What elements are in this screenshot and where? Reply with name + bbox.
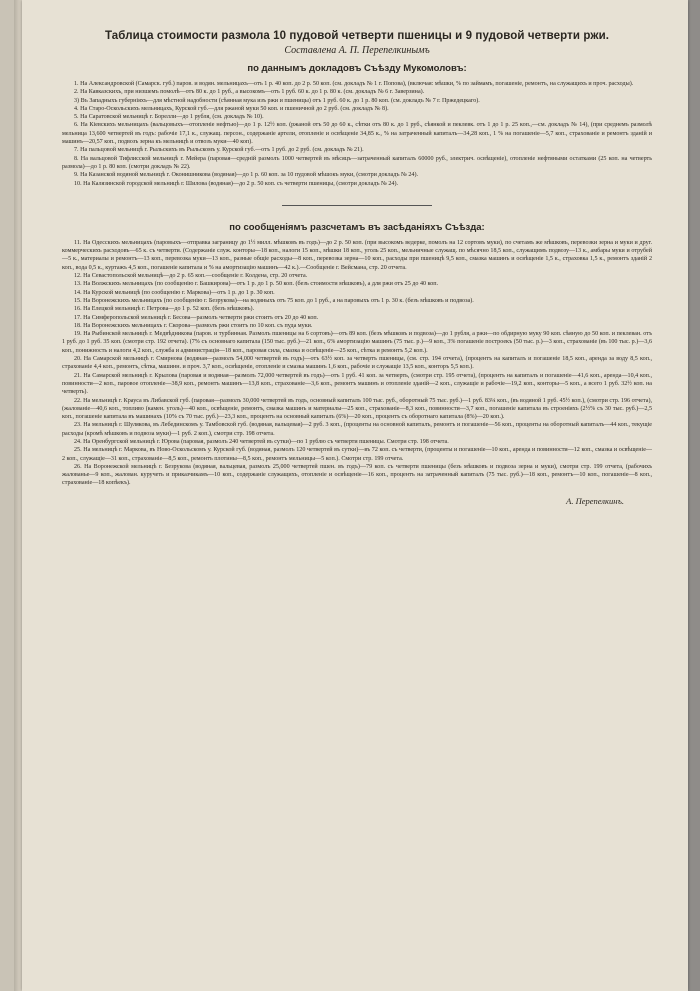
list-item: 9. На Казанской водяной мельницѣ г. Оконишникова (водяная)—до 1 р. 60 коп. за 10 пудовой мѣшокъ муки, (смотри докладъ № 24). — [74, 172, 419, 179]
list-item: 15. На Воронежскихъ мельницахъ (по сообщенію г. Безрукова)—на водяныхъ отъ 75 коп. до 1 руб., а на паровыхъ отъ 1 р. 30 к. (безъ мѣшковъ и подвоза). — [74, 297, 474, 304]
list-item: 6. На Кіевскихъ мельницахъ (вальцовыхъ—отопленіе нефтью)—до 1 р. 12½ коп. (ржаной отъ 50 до 60 к., сѣтки отъ 80 к. до 1 руб., сѣянкой и пеклевк. отъ 1 до 1 р. 25 коп.,—см. докладъ № 14), (при среднемъ размолѣ мельница 13,600 четвертей въ годъ: рабочіе 17,1 к., служащ. персон., содержаніе артели, отопленіе и освѣщеніе 34,85 к., % на затраченный капиталъ—34,28 коп., 1 % на погашеніе—5,7 коп., страхованіе и ремонтъ зданій и машинъ—20,57 коп., подвозъ зерна къ мельницѣ и отвозъ муки—40 коп). — [62, 122, 652, 146]
list-item: 7. На пальцовой мельницѣ г. Рыльскихъ въ Рыльскомъ у. Курской губ.—отъ 1 руб. до 2 руб. (см. докладъ № 21). — [74, 147, 364, 154]
list-item: 26. На Воронежской мельницѣ г. Безрукова (водяная, вальцевая, размолъ 25,000 четвертей пшен. въ годъ)—79 коп. съ четверти пшеницы (безъ мѣшковъ и подвоза зерна и муки), смотри стр. 199 отчета, (рабочихъ жалованье—9 коп., жалован. куручеть и приказчикамъ—10 коп., содержаніе служащихъ, отопленіе и освѣщеніе—16 коп., процентъ на затраченный капиталъ (75 тыс. руб.)—18 коп., ремонтъ—10 коп., погашеніе—8 коп., страхованіе—18 копѣекъ). — [62, 463, 652, 487]
list-item: 10. На Калязинской городской мельницѣ г. Шилова (водяная)—до 2 р. 50 коп. съ четверти пшеницы, (смотри докладъ № 24). — [74, 180, 399, 187]
signature: А. Перепелкинъ. — [566, 495, 624, 506]
list-item: 20. На Самарской мельницѣ г. Смирнова (водяная—размолъ 54,000 четвертей въ годъ)—отъ 63½ коп. за четвертъ пшеницы, (см. стр. 194 отчета), (процентъ на капиталъ и погашеніе 18,5 коп., аренда за воду 8,5 коп., страхованіе 4,4 коп., ремонтъ, сѣтка, машинн. и проч. 3,7 коп., освѣщеніе, отопленіе и смазка машинъ 1,6 коп., рабочіе и служащіе 13,5 коп., конторъ 5,5 коп.). — [62, 356, 652, 371]
list-item: 13. На Волжскихъ мельницахъ (по сообщенію г. Башкирова)—отъ 1 р. до 1 р. 50 коп. (безъ стоимости мѣшковъ), а для ржи отъ 25 до 40 коп. — [74, 281, 439, 288]
list-item: 23. На мельницѣ г. Шулякова, въ Лебединскомъ у. Тамбовской губ. (водяная, вальцевая)—2 руб. 3 коп., (проценты на основной капиталъ, ремонтъ и погашеніе—56 коп., проценты на оборотный капиталъ—44 коп., текущіе расходы (кромѣ мѣшковъ и подвоза муки)—1 руб. 2 коп.), смотри стр. 198 отчета. — [62, 422, 652, 437]
list-item: 2. На Кавказскихъ, при низшемъ помолѣ—отъ 80 к. до 1 руб., а высокомъ—отъ 1 руб. 60 к. до 1 р. 80 к. (см. докладъ № 6 г. Заверзина). — [74, 89, 425, 96]
list-item: 1. На Александровской (Самарск. губ.) паров. и водян. мельницахъ—отъ 1 р. 40 коп. до 2 р. 50 коп. (см. докладъ № 1 г. Попова), (включая: мѣшки, % по займамъ, погашеніе, ремонтъ, на служащихъ и проч. расходы). — [74, 81, 634, 87]
document-title: Таблица стоимости размола 10 пудовой четверти пшеницы и 9 пудовой четверти ржи. — [104, 30, 610, 42]
document-content — [62, 30, 652, 506]
list-item: 25. На мельницѣ г. Маркова, въ Ново-Оскольскомъ у. Курской губ. (водяная, размолъ 120 четвертей въ сутки)—въ 72 коп. съ четверти, (проценты и погашеніе—10 коп., аренда и повинности—12 коп., смазка и освѣщеніе—2 коп., служащіе—31 коп., страхованіе—8,5 коп., ремонтъ плотины—8,5 коп., ремонтъ мельницы—5 коп.). Смотри стр. 199 отчета. — [62, 447, 652, 462]
list-item: 16. На Елецкой мельницѣ г. Петрова—до 1 р. 52 коп. (безъ мѣшковъ). — [74, 306, 255, 313]
list-item: 5. На Саратовской мельницѣ г. Борелли—до 1 рубля, (см. докладъ № 10). — [74, 114, 264, 121]
list-item: 21. На Самарской мельницѣ г. Крылова (паровая и водяная—размолъ 72,000 четвертей въ годъ)—отъ 1 руб. 41 коп. за четверть, (смотри стр. 195 отчета), (процентъ на капиталъ и погашеніе—41,6 коп., аренда—10,4 коп., повинности—2 коп., паровое отопленіе—38,9 коп., ремонтъ машинъ—13,8 коп., страхованіе—3,6 коп., ремонтъ машинъ и отопленіе зданій—2 коп., служащіе и рабочіе—19,2 коп., конторы—5 коп., а всего 1 руб. 32½ коп. на четверть). — [62, 372, 652, 396]
list-item: 14. На Курской мельницѣ (по сообщенію г. Маркова)—отъ 1 р. до 1 р. 30 коп. — [74, 289, 275, 296]
list-item: 4. На Старо-Оскольскихъ мельницахъ, Курской губ.—для ржаной муки 50 коп. и пшеничной до 2 руб. (см. докладъ № 8). — [74, 105, 389, 112]
list-item: 17. На Симферопольской мельницѣ г. Бесова—размолъ четверти ржи стоитъ отъ 20 до 40 коп. — [74, 314, 319, 321]
section2-list — [62, 239, 652, 488]
section2-heading: по сообщеніямъ разсчетамъ въ засѣданіяхъ Съѣзда: — [229, 221, 485, 233]
document-subtitle: Составлена А. П. Перепелкинымъ — [284, 45, 430, 56]
list-item: 18. На Воронежскихъ мельницахъ г. Скорова—размолъ ржи стоитъ по 10 коп. съ пуда муки. — [74, 322, 313, 329]
document-sheet — [22, 0, 688, 991]
list-item: 19. На Рыбинской мельницѣ г. Медвѣдникова (паров. и турбинная. Размолъ пшеницы на 6 сортовъ)—отъ 89 коп. (безъ мѣшковъ и подвоза)—до 1 рубля, а ржи—по обдирную муку 90 коп. сѣяную до 50 коп. и пеклеван. отъ 1 руб. до 1 руб. 35 коп. (смотри стр. 192 отчета). (7% съ основнаго капитала (150 тыс. руб.)—21 коп., 6% амортизацію машинъ (75 тыс. р.)—9 коп., 3% погашеніе построекъ (50 тыс. р.)—3 коп., страхованіе (въ 100 тыс. р.)—3,6 коп., понижность и налоги 4,2 коп., служба и администрація—18 коп., паровая сила, смазка и освѣщеніе—25 коп., сѣтка и ремонтъ 5,2 коп.). — [62, 331, 652, 354]
section-divider — [282, 205, 432, 206]
list-item: 24. На Оренбургской мельницѣ г. Юрова (паровая, размолъ 240 четвертей въ сутки)—по 1 рублю съ четверти пшеницы. Смотри стр. 198 отчета. — [74, 438, 449, 445]
section1-heading: по даннымъ докладовъ Съѣзду Мукомоловъ: — [247, 63, 467, 74]
section1-list — [62, 80, 652, 188]
list-item: 3) Въ Западныхъ губерніяхъ—для мѣстной надобности (сѣянная мука изъ ржи и пшеницы) отъ 1 руб. 60 к. до 1 р. 80 коп. (см. докладъ № 7 г. Пржедецкаго). — [74, 97, 480, 104]
list-item: 12. На Севастопольской мельницѣ—до 2 р. 65 коп.—сообщеніе г. Колдена, стр. 20 отчета. — [74, 273, 308, 280]
list-item: 8. На вальцовой Тифлисской мельницѣ г. Мейера (паровая—средній размолъ 1000 четвертей въ мѣсяцъ—затраченный капиталъ 60000 руб., электрич. освѣщеніе), отопленіе нефтяными остатками (25 коп. на четверть размола)—до 1 р. 80 коп. (смотри докладъ № 22). — [62, 155, 652, 170]
list-item: 22. На мельницѣ г. Крауса въ Либавской губ. (паровая—размолъ 30,000 четвертей въ годъ, основный капиталъ 100 тыс. руб., оборотный 75 тыс. руб.)—1 руб. 83¼ коп., (въ водяной 1 руб. 45½ коп.), (смотри стр. 196 отчета), (жалованіе—40,6 коп., топливо (камен. уголь)—40 коп., освѣщеніе, ремонтъ, смазка машинъ и материалы—25 коп., страхованіе—8,3 коп., повинности—3,7 коп., погашеніе капитала въ строеніяхъ (2½% съ 30 тыс. руб.)—2,5 коп., погашеніе капитала въ машинахъ (10% съ 70 тыс. руб.)—23,3 коп., процентъ на основный капиталъ (6%)—20 коп., процентъ съ оборотнаго капитала (8%)—20 коп.). — [62, 397, 652, 421]
paper-fold — [14, 0, 22, 991]
list-item: 11. На Одесскихъ мельницахъ (паровыхъ—отправка заграницу до 1½ милл. мѣшковъ въ годъ)—до 2 р. 50 коп. (при высокомъ ведерке, помолъ на 12 сортовъ муки), по счетамъ же мѣшковъ, перевозки зерна и муки и друг. коммерческихъ расходовъ—65 к. съ четверти. (Содержаніе служ. конторы—18 коп., налоги 15 коп., мѣшки 18 коп., уголь 25 коп., мельничные служащ. по мѣсячно 18,5 коп., служащимъ подвозу—13 к., амбары муки и отрубей—5 к., материалы и ремонтъ—13 коп., перевозка муки—13 коп., разные общіе расходы—8 коп., перевозка зерна—10 коп., расходы при пшеницѣ 9,5 коп., смазка машинъ и освѣщеніе 1,5 к., страховка 1,5 к., ремонтъ зданій 2 коп., вода 0,5 к., куртажъ 4,5 коп., погашеніе капитала и % на амортизацію машинъ—42 к.).—Сообщеніе г. Вейсмана, стр. 20 отчета. — [62, 239, 652, 271]
